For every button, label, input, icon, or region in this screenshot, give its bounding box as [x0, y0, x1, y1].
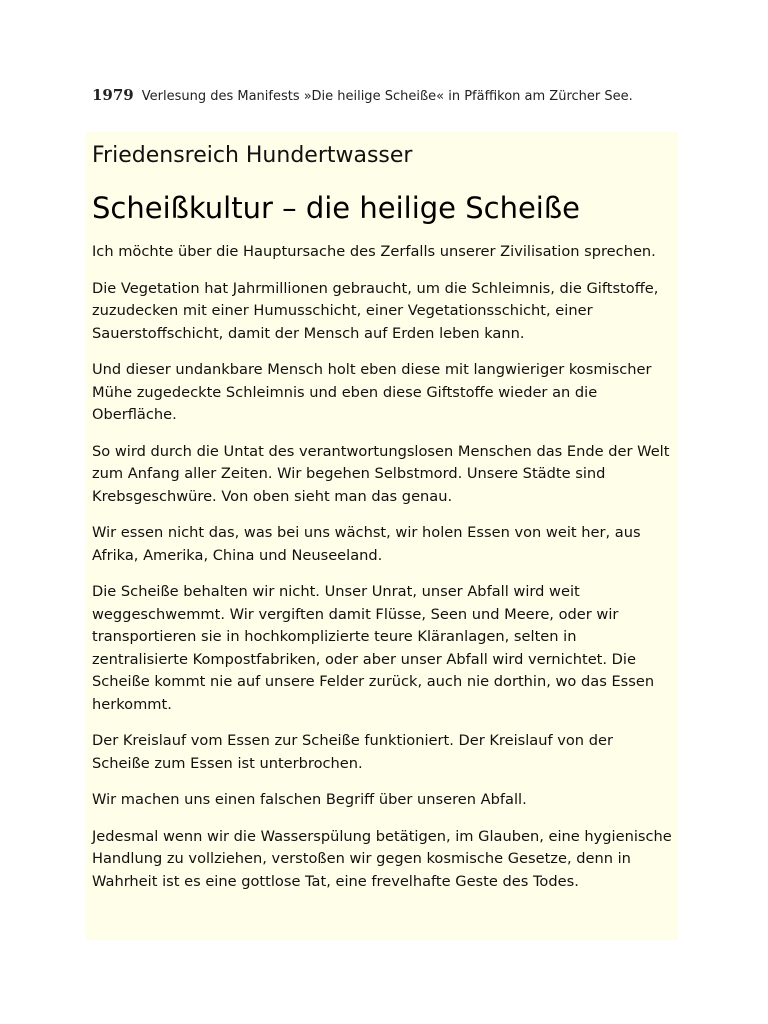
paragraph-6: Die Scheiße behalten wir nicht. Unser Unrat, unser Abfall wird weit weggeschwemmt. Wir vergiften damit Flüsse, Seen und Meere, oder wir transportieren sie in hochkomplizierte teure Kläranlagen, selten in zentralisierte Kompostfabriken, oder aber unser Abfall wird vernichtet. Die Scheiße kommt nie auf unsere Felder zurück, auch nie dorthin, wo das Essen herkommt.	[92, 583, 655, 713]
paragraph-4: So wird durch die Untat des verantwortungslosen Menschen das Ende der Welt zum Anfang aller Zeiten. Wir begehen Selbstmord. Unsere Städte sind Krebsgeschwüre. Von oben sieht man das genau.	[92, 442, 670, 505]
paragraph-8: Wir machen uns einen falschen Begriff über unseren Abfall.	[92, 791, 527, 808]
paragraph-9: Jedesmal wenn wir die Wasserspülung betätigen, im Glauben, eine hygienische Handlung zu vollziehen, verstoßen wir gegen kosmische Gesetze, denn in Wahrheit ist es eine gottlose Tat, eine frevelhafte Geste des Todes.	[92, 827, 672, 890]
event-description: Verlesung des Manifests »Die heilige Scheiße« in Pfäffikon am Zürcher See.	[141, 89, 633, 104]
paragraph-2: Die Vegetation hat Jahrmillionen gebraucht, um die Schleimnis, die Giftstoffe, zuzudecken mit einer Humusschicht, einer Vegetationsschicht, einer Sauerstoffschicht, damit der Mensch auf Erden leben kann.	[92, 279, 659, 342]
document-title: Scheißkultur – die heilige Scheiße	[92, 191, 580, 225]
paragraph-7: Der Kreislauf vom Essen zur Scheiße funktioniert. Der Kreislauf von der Scheiße zum Essen ist unterbrochen.	[92, 732, 613, 772]
manifesto-panel	[86, 132, 678, 940]
paragraph-5: Wir essen nicht das, was bei uns wächst, wir holen Essen von weit her, aus Afrika, Amerika, China und Neuseeland.	[92, 524, 641, 564]
paragraph-3: Und dieser undankbare Mensch holt eben diese mit langwieriger kosmischer Mühe zugedeckte Schleimnis und eben diese Giftstoffe wieder an die Oberfläche.	[92, 361, 652, 423]
event-year: 1979	[92, 86, 134, 104]
paragraph-1: Ich möchte über die Hauptursache des Zerfalls unserer Zivilisation sprechen.	[92, 243, 656, 260]
event-line	[92, 84, 692, 108]
author-name: Friedensreich Hundertwasser	[92, 143, 413, 168]
